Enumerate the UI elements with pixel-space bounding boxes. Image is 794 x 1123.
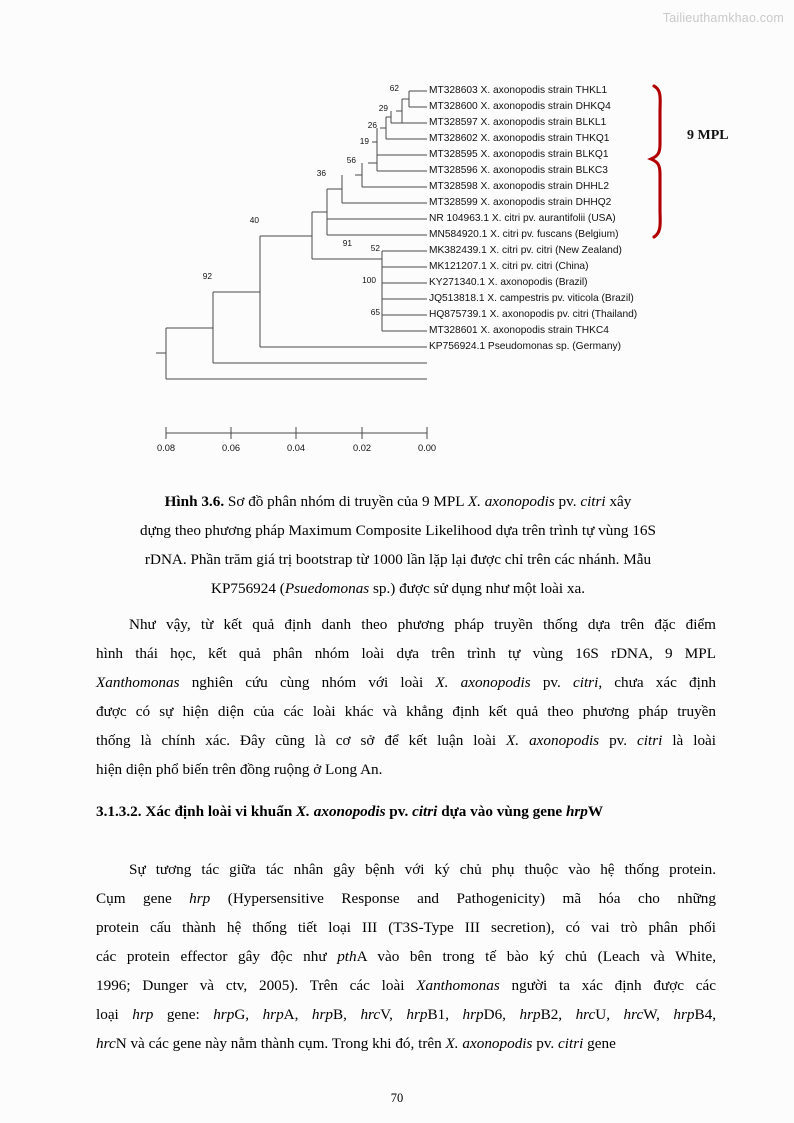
mpl-group-label: 9 MPL [687, 128, 729, 143]
tree-tip-label: KY271340.1 X. axonopodis (Brazil) [429, 277, 588, 288]
watermark-text: Tailieuthamkhao.com [662, 11, 784, 25]
bootstrap-value: 92 [202, 271, 212, 281]
tree-tip-label: NR 104963.1 X. citri pv. aurantifolii (USA) [429, 213, 616, 224]
bootstrap-value: 62 [389, 83, 399, 93]
tree-tip-label: HQ875739.1 X. axonopodis pv. citri (Thailand) [429, 309, 638, 320]
tree-tip-label: MK121207.1 X. citri pv. citri (China) [429, 261, 589, 272]
tree-tip-label: MT328597 X. axonopodis strain BLKL1 [429, 117, 607, 128]
bootstrap-value: 65 [370, 307, 380, 317]
tree-tip-label: KP756924.1 Pseudomonas sp. (Germany) [429, 341, 621, 352]
bootstrap-value: 40 [249, 215, 259, 225]
tree-tip-label: MT328599 X. axonopodis strain DHHQ2 [429, 197, 612, 208]
figure-caption: Hình 3.6. Sơ đồ phân nhóm di truyền của 9 MPL X. axonopodis pv. citri xây dựng theo phương pháp Maximum Composite Likelihood dựa trên trình tự vùng 16S rDNA. Phần trăm giá trị bootstrap từ 1000 lần lặp lại được chỉ trên các nhánh. Mẫu KP756924 (Psuedomonas sp.) được sử dụng như một loài xa. [140, 493, 656, 597]
phylogenetic-tree-figure [0, 60, 794, 480]
scale-tick-label: 0.06 [221, 443, 241, 453]
tree-tip-label: MT328601 X. axonopodis strain THKC4 [429, 325, 609, 336]
page-number: 70 [390, 1091, 404, 1105]
bootstrap-value: 19 [359, 136, 369, 146]
tree-branches-svg [0, 60, 794, 480]
bootstrap-value: 100 [362, 275, 376, 285]
tree-tip-label: MT328595 X. axonopodis strain BLKQ1 [429, 149, 609, 160]
bootstrap-value: 56 [346, 155, 356, 165]
tree-tip-label: MT328598 X. axonopodis strain DHHL2 [429, 181, 610, 192]
body-paragraph-1: Như vậy, từ kết quả định danh theo phương pháp truyền thống dựa trên đặc điểm hình thái học, kết quả phân nhóm loài dựa trên trình tự vùng 16S rDNA, 9 MPL Xanthomonas nghiên cứu cùng nhóm với loài X. axonopodis pv. citri, chưa xác định được có sự hiện diện của các loài khác và khẳng định kết quả theo phương pháp truyền thống là chính xác. Đây cũng là cơ sở để kết luận loài X. axonopodis pv. citri là loài hiện diện phổ biến trên đồng ruộng ở Long An. [96, 616, 717, 778]
tree-tip-label: JQ513818.1 X. campestris pv. viticola (Brazil) [429, 293, 634, 304]
tree-tip-label: MN584920.1 X. citri pv. fuscans (Belgium) [429, 229, 619, 240]
bootstrap-value: 52 [370, 243, 380, 253]
bootstrap-value: 29 [378, 103, 388, 113]
section-heading-3-1-3-2: 3.1.3.2. Xác định loài vi khuẩn X. axonopodis pv. citri dựa vào vùng gene hrpW [96, 803, 604, 820]
tree-tip-label: MT328596 X. axonopodis strain BLKC3 [429, 165, 608, 176]
bootstrap-value: 26 [367, 120, 377, 130]
tree-tip-label: MK382439.1 X. citri pv. citri (New Zealand) [429, 245, 622, 256]
tree-tip-label: MT328600 X. axonopodis strain DHKQ4 [429, 101, 611, 112]
scale-tick-label: 0.08 [156, 443, 176, 453]
bootstrap-value: 36 [316, 168, 326, 178]
scale-tick-label: 0.00 [417, 443, 437, 453]
body-paragraph-2: Sự tương tác giữa tác nhân gây bệnh với ký chủ phụ thuộc vào hệ thống protein. Cụm gene hrp (Hypersensitive Response and Pathogenicity) mã hóa cho những protein cấu thành hệ thống tiết loại III (T3S-Type III secretion), có vai trò phân phối các protein effector gây độc như pthA vào bên trong tế bào ký chủ (Leach và White, 1996; Dunger và ctv, 2005). Trên các loài Xanthomonas người ta xác định được các loại hrp gene: hrpG, hrpA, hrpB, hrcV, hrpB1, hrpD6, hrpB2, hrcU, hrcW, hrpB4, hrcN và các gene này nằm thành cụm. Trong khi đó, trên X. axonopodis pv. citri gene [96, 861, 717, 1052]
scale-tick-label: 0.04 [286, 443, 306, 453]
bootstrap-value: 91 [342, 238, 352, 248]
tree-tip-label: MT328602 X. axonopodis strain THKQ1 [429, 133, 610, 144]
scale-tick-label: 0.02 [352, 443, 372, 453]
tree-tip-label: MT328603 X. axonopodis strain THKL1 [429, 85, 608, 96]
mpl-group-brace [651, 86, 660, 237]
